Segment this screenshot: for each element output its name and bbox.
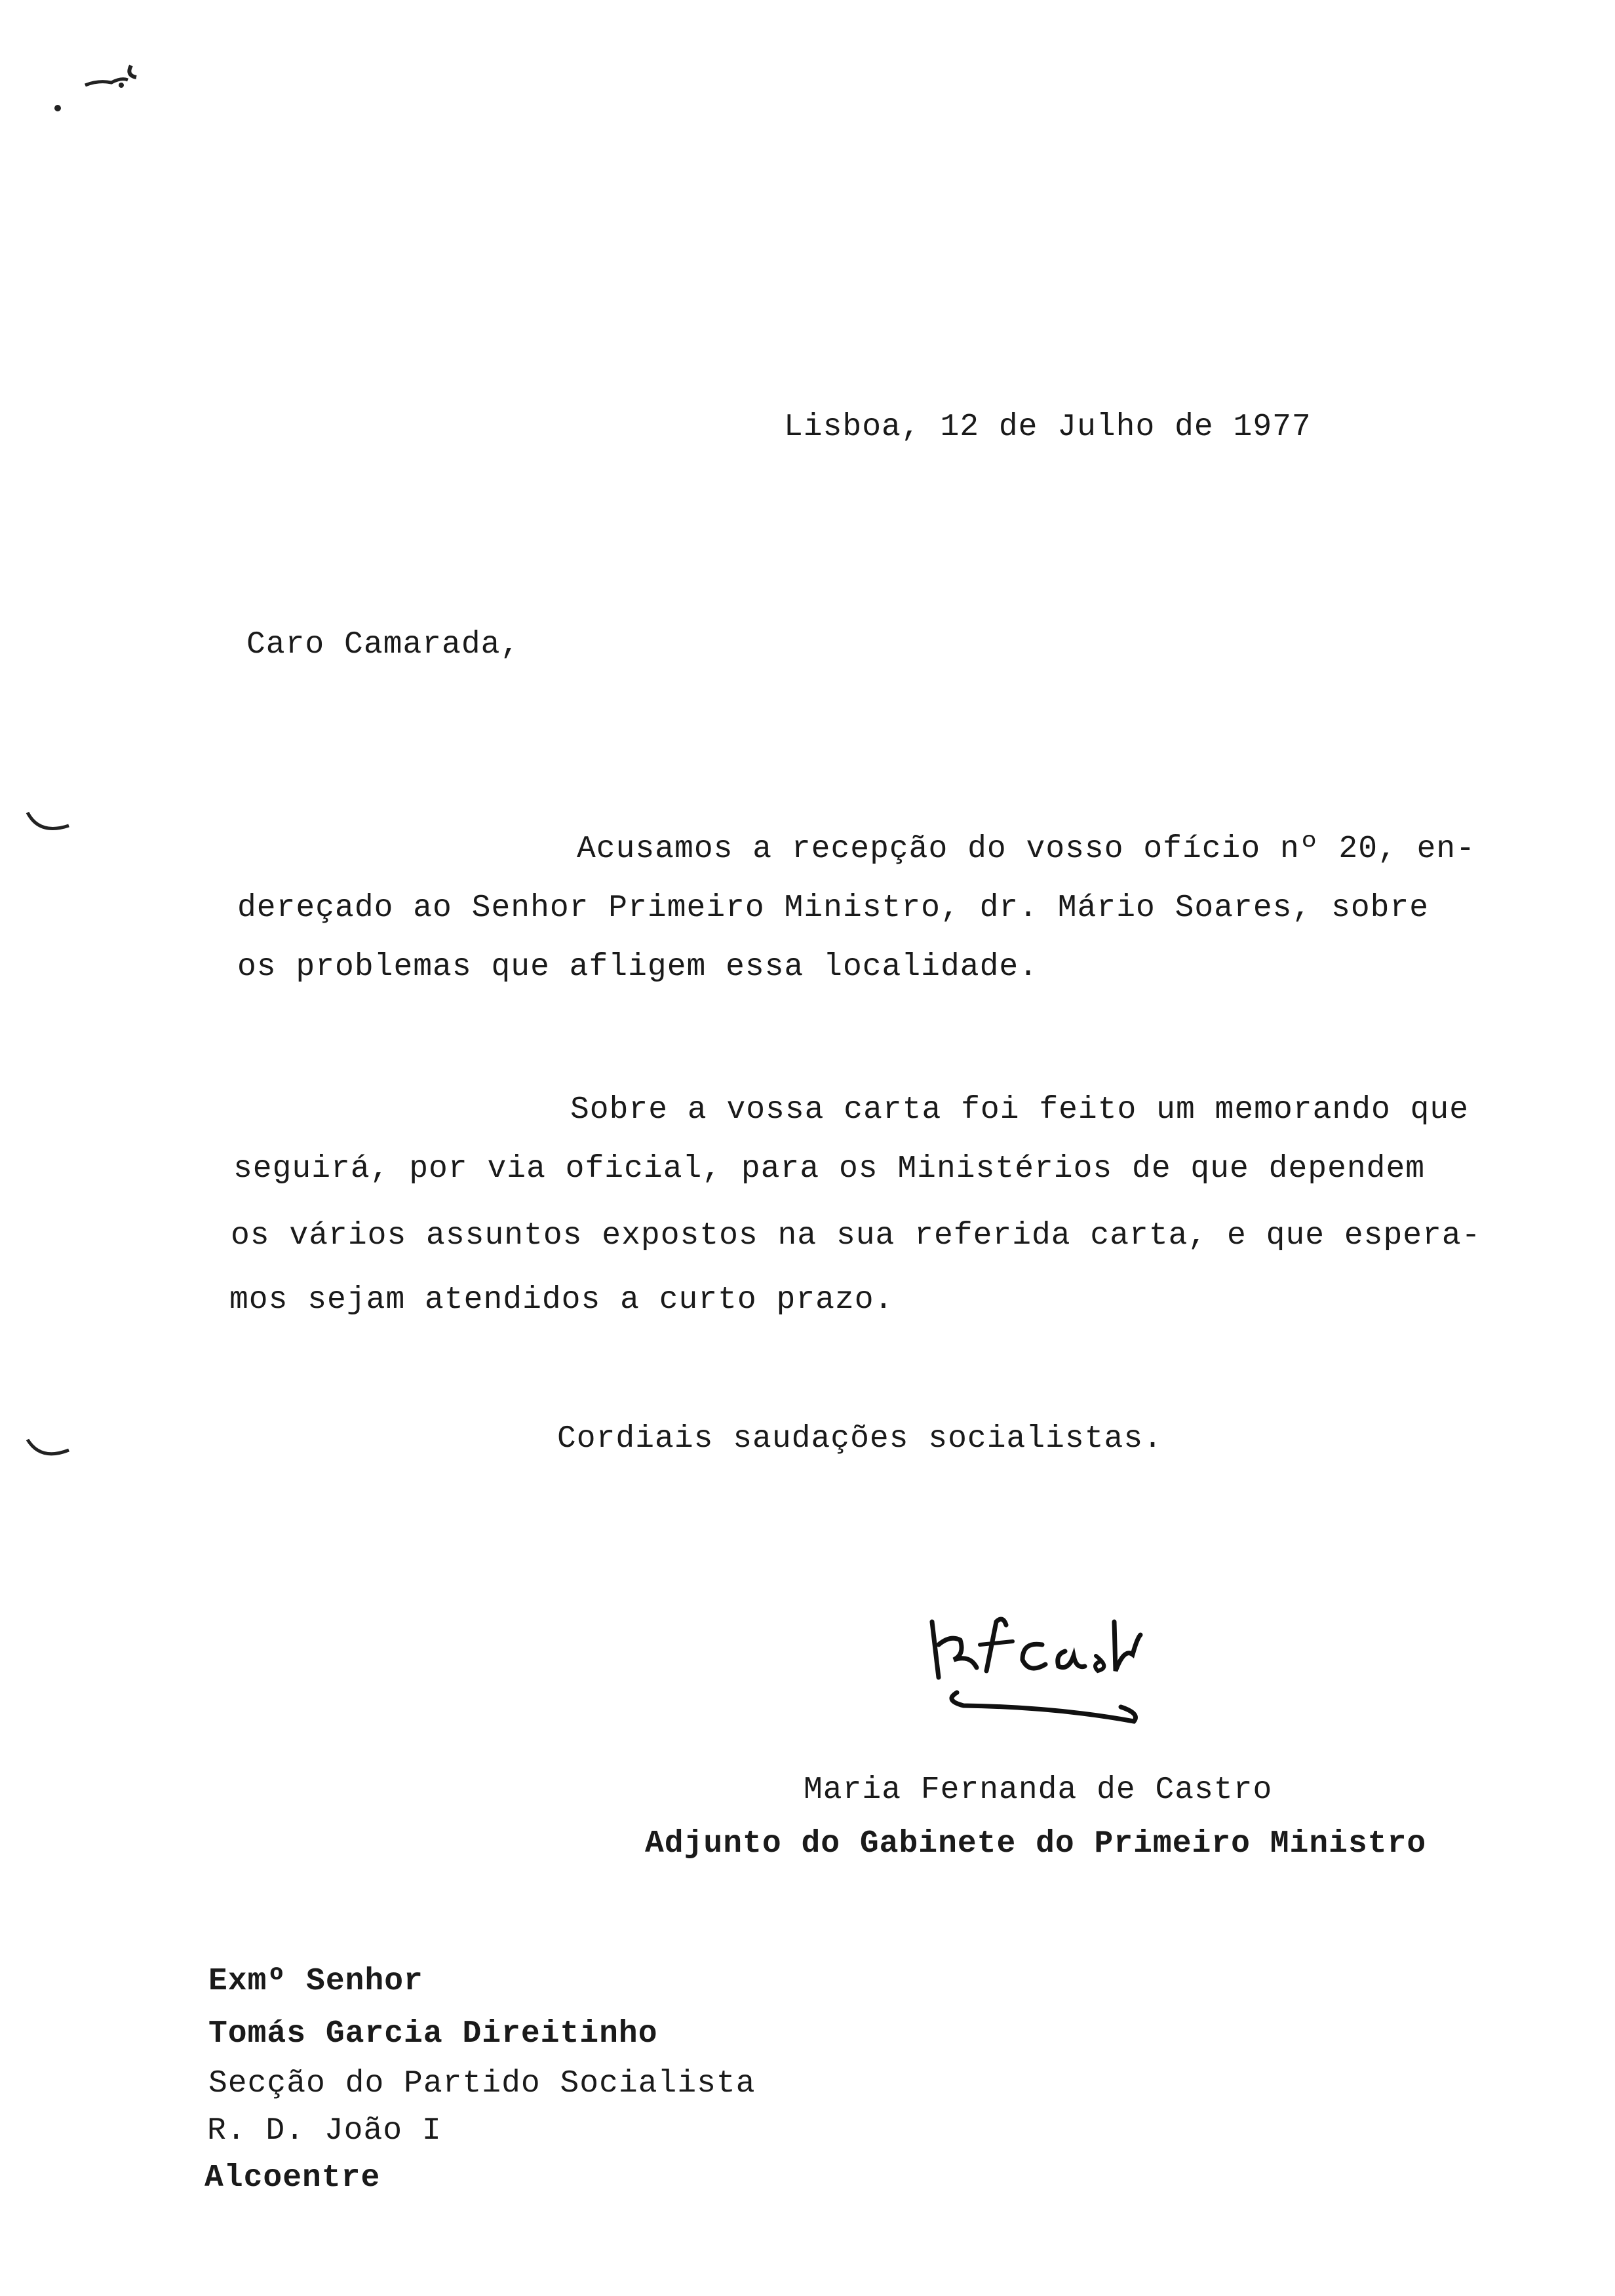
- addressee-line1: Exmº Senhor: [208, 1964, 423, 1999]
- addressee-line5: Alcoentre: [204, 2160, 381, 2196]
- addressee-line2: Tomás Garcia Direitinho: [208, 2016, 658, 2052]
- punch-hole-mark-upper: [20, 806, 79, 845]
- paragraph2-line3: os vários assuntos expostos na sua referida carta, e que espera-: [231, 1218, 1481, 1253]
- place-date: Lisboa, 12 de Julho de 1977: [784, 410, 1312, 445]
- addressee-line3: Secção do Partido Socialista: [208, 2066, 756, 2101]
- punch-hole-mark-lower: [20, 1432, 79, 1471]
- signer-title: Adjunto do Gabinete do Primeiro Ministro: [645, 1826, 1427, 1862]
- handwritten-signature: [924, 1609, 1160, 1740]
- salutation: Caro Camarada,: [246, 627, 520, 662]
- paragraph1-line2: dereçado ao Senhor Primeiro Ministro, dr. Mário Soares, sobre: [237, 890, 1430, 926]
- scan-speck-top-left: [39, 39, 170, 124]
- closing: Cordiais saudações socialistas.: [557, 1421, 1163, 1457]
- paragraph1-line1: Acusamos a recepção do vosso ofício nº 20, en-: [577, 832, 1476, 867]
- paragraph2-line1: Sobre a vossa carta foi feito um memorando que: [570, 1092, 1469, 1128]
- paragraph2-line2: seguirá, por via oficial, para os Ministérios de que dependem: [233, 1151, 1426, 1187]
- signer-name: Maria Fernanda de Castro: [804, 1772, 1273, 1808]
- addressee-line4: R. D. João I: [207, 2113, 442, 2149]
- paragraph2-line4: mos sejam atendidos a curto prazo.: [229, 1282, 894, 1318]
- paragraph1-line3: os problemas que afligem essa localidade.: [237, 949, 1038, 985]
